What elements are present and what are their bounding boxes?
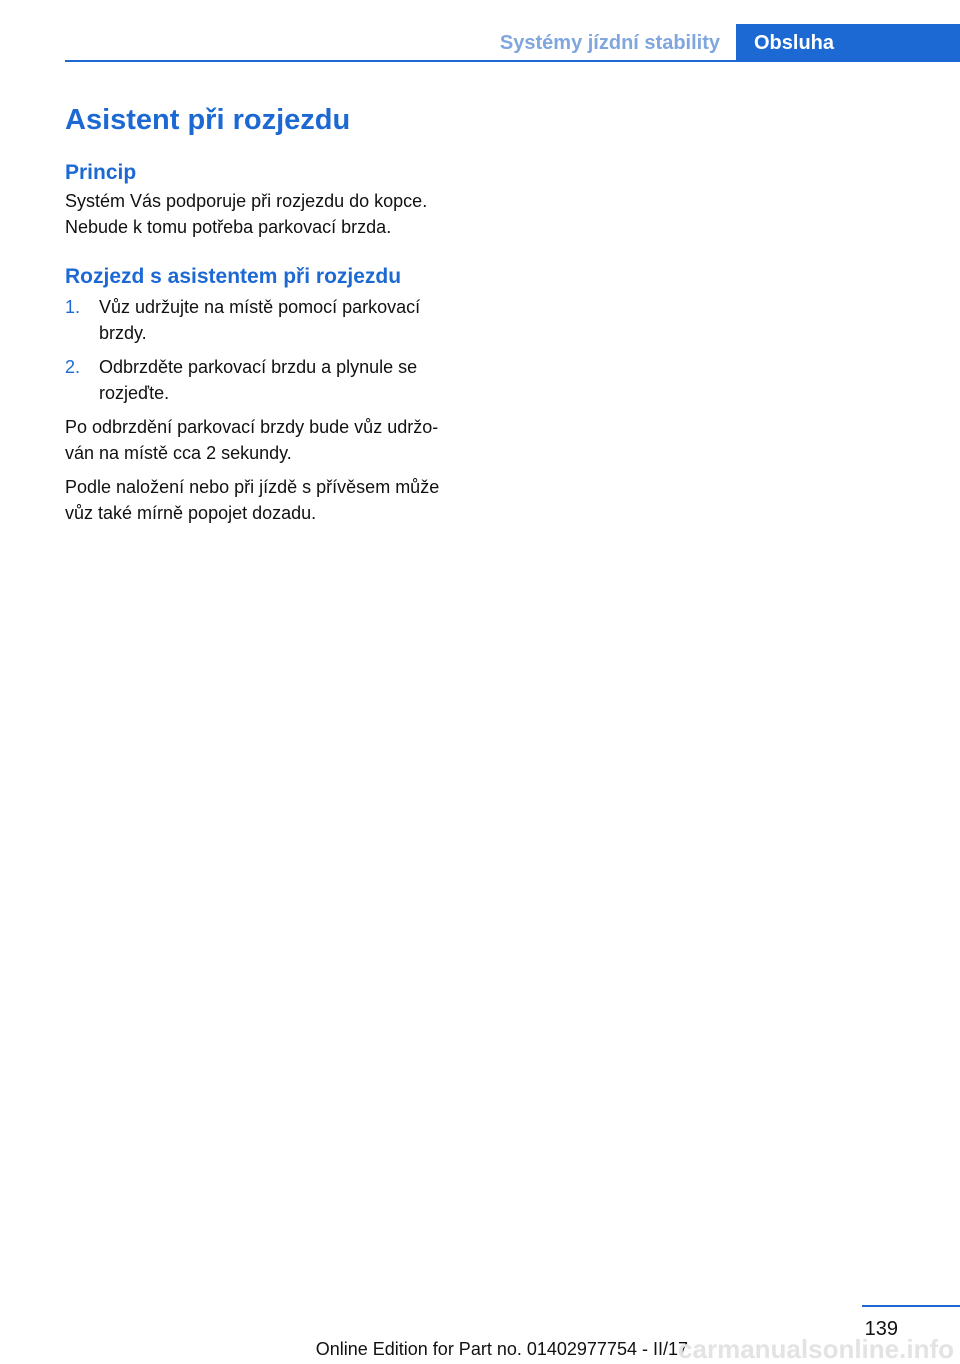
header-rule xyxy=(65,60,960,62)
page-content xyxy=(65,96,480,526)
footer-rule xyxy=(862,1305,960,1307)
steps-list xyxy=(65,294,480,406)
header-section-title: Systémy jízdní stability xyxy=(499,32,720,54)
step-item xyxy=(65,294,480,346)
principle-text-line-1: Systém Vás podporuje při rozjezdu do kopce. xyxy=(65,191,428,211)
footer-edition-text: Online Edition for Part no. 01402977754 - II/17 xyxy=(315,1339,688,1359)
step-number: 2. xyxy=(65,357,81,377)
step-item xyxy=(65,354,480,406)
step-text-line-1: Odbrzděte parkovací brzdu a plynule se xyxy=(99,357,418,377)
step-text-line-2: brzdy. xyxy=(99,323,147,343)
paragraph-line: vůz také mírně popojet dozadu. xyxy=(65,503,317,523)
header-chapter-tab: Obsluha xyxy=(736,24,960,62)
step-text-line-2: rozjeďte. xyxy=(99,383,170,403)
paragraph-line: ván na místě cca 2 sekundy. xyxy=(65,443,292,463)
step-number: 1. xyxy=(65,297,81,317)
paragraph-line: Po odbrzdění parkovací brzdy bude vůz udržo‐ xyxy=(65,417,439,437)
hold-duration-paragraph xyxy=(65,414,480,466)
page-title: Asistent při rozjezdu xyxy=(65,104,351,136)
rollback-paragraph xyxy=(65,474,480,526)
page-number: 139 xyxy=(864,1318,898,1340)
principle-heading: Princip xyxy=(65,161,137,184)
paragraph-line: Podle naložení nebo při jízdě s přívěsem může xyxy=(65,477,440,497)
start-assist-heading: Rozjezd s asistentem při rozjezdu xyxy=(65,265,402,288)
principle-text-line-2: Nebude k tomu potřeba parkovací brzda. xyxy=(65,217,392,237)
principle-paragraph xyxy=(65,188,480,240)
watermark: carmanualsonline.info xyxy=(678,1334,954,1364)
step-text-line-1: Vůz udržujte na místě pomocí parkovací xyxy=(99,297,421,317)
